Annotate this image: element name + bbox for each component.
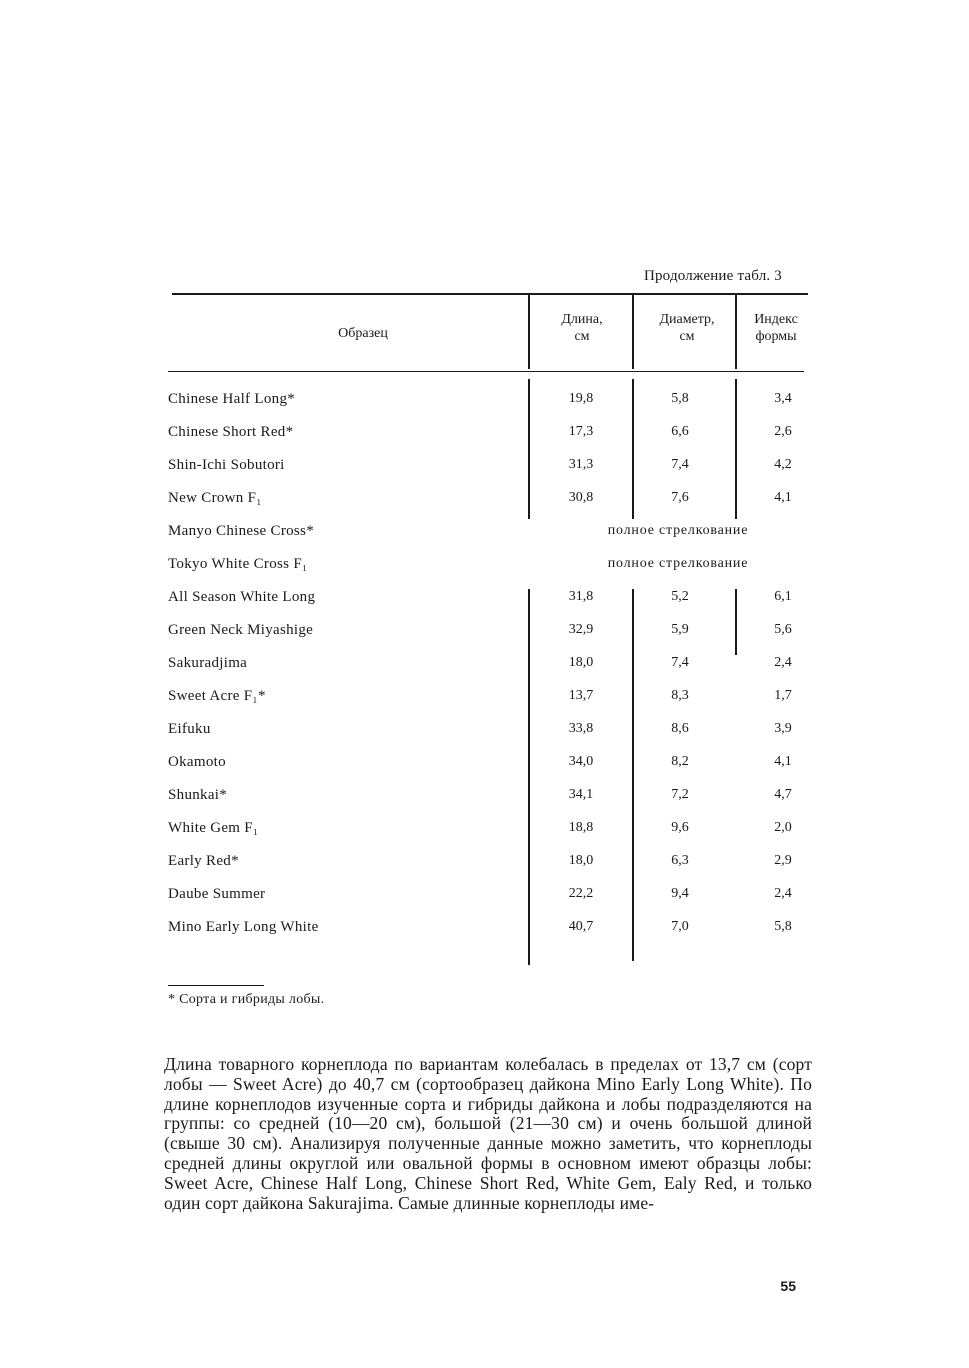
row-length: 19,8 (568, 391, 594, 406)
table-row (168, 919, 808, 952)
row-diameter: 8,6 (671, 721, 689, 736)
header-index-line1: Индекс (754, 312, 798, 327)
row-diameter: 7,6 (671, 490, 689, 505)
table-row (168, 490, 808, 523)
row-index: 4,2 (774, 457, 792, 472)
table-row (168, 391, 808, 424)
row-index: 2,9 (774, 853, 792, 868)
table-row (168, 787, 808, 820)
row-sample-name: Eifuku (168, 721, 211, 737)
row-diameter: 7,2 (671, 787, 689, 802)
header-length-line2: см (574, 329, 590, 344)
row-diameter: 5,2 (671, 589, 689, 604)
header-separator-1 (528, 295, 530, 369)
header-index (742, 311, 810, 345)
paragraph-text: Длина товарного корнеплода по вариантам колебалась в пределах от 13,7 см (сорт лобы — Sweet Acre) до 40,7 см (сортообразец дайкона Mino Early Long White). По длине корнеплодов изученные сорта и гибриды дайкона и лобы подразделяются на группы: со средней (10—20 см), большой (21—30 см) и очень большой длиной (свыше 30 см). Анализируя полученные данные можно заметить, что корнеплоды средней длины округлой или овальной формы в основном имеют образцы лобы: Sweet Acre, Chinese Half Long, Chinese Short Red, White Gem, Ealy Red, и только один сорт дайкона Sakurajima. Самые длинные корнеплоды име- (164, 1054, 812, 1213)
table-row (168, 754, 808, 787)
row-sample-name: White Gem F₁ (168, 820, 259, 836)
row-diameter: 6,6 (671, 424, 689, 439)
table-row (168, 820, 808, 853)
footnote-rule (168, 985, 264, 986)
row-sample-name: Green Neck Miyashige (168, 622, 314, 638)
table-row (168, 523, 808, 556)
header-separator-2 (632, 295, 634, 369)
row-diameter: 9,4 (671, 886, 689, 901)
header-diameter-line1: Диаметр, (659, 312, 715, 327)
row-sample-name: All Season White Long (168, 589, 316, 605)
row-index: 3,4 (774, 391, 792, 406)
row-length: 31,8 (568, 589, 594, 604)
table-row (168, 655, 808, 688)
row-length: 22,2 (568, 886, 594, 901)
header-length-line1: Длина, (561, 312, 603, 327)
row-note: полное стрелкование (548, 556, 808, 572)
row-sample-name: Sweet Acre F₁* (168, 688, 266, 704)
row-diameter: 8,3 (671, 688, 689, 703)
table-row (168, 886, 808, 919)
row-sample-name: Tokyo White Cross F₁ (168, 556, 308, 572)
row-length: 40,7 (568, 919, 594, 934)
table-header-rule (168, 371, 804, 372)
row-diameter: 7,4 (671, 655, 689, 670)
row-index: 1,7 (774, 688, 792, 703)
row-diameter: 6,3 (671, 853, 689, 868)
row-diameter: 5,8 (671, 391, 689, 406)
row-sample-name: Early Red* (168, 853, 239, 869)
row-diameter: 7,0 (671, 919, 689, 934)
row-index: 2,6 (774, 424, 792, 439)
row-sample-name: Chinese Half Long* (168, 391, 296, 407)
row-sample-name: Chinese Short Red* (168, 424, 294, 440)
row-length: 18,0 (568, 655, 594, 670)
table-row (168, 424, 808, 457)
header-diameter-line2: см (679, 329, 695, 344)
row-sample-name: Okamoto (168, 754, 226, 770)
row-length: 18,8 (568, 820, 594, 835)
row-length: 34,0 (568, 754, 594, 769)
page-number: 55 (780, 1278, 796, 1294)
row-sample-name: New Crown F₁ (168, 490, 262, 506)
row-length: 17,3 (568, 424, 594, 439)
row-diameter: 5,9 (671, 622, 689, 637)
row-index: 5,8 (774, 919, 792, 934)
row-index: 4,1 (774, 490, 792, 505)
table-row (168, 721, 808, 754)
row-length: 13,7 (568, 688, 594, 703)
row-sample-name: Shin-Ichi Sobutori (168, 457, 285, 473)
row-sample-name: Manyo Chinese Cross* (168, 523, 314, 539)
table-row (168, 589, 808, 622)
row-length: 18,0 (568, 853, 594, 868)
header-diameter (642, 311, 732, 345)
row-diameter: 9,6 (671, 820, 689, 835)
table-row (168, 556, 808, 589)
row-index: 6,1 (774, 589, 792, 604)
row-diameter: 8,2 (671, 754, 689, 769)
row-index: 3,9 (774, 721, 792, 736)
table-row (168, 457, 808, 490)
row-index: 5,6 (774, 622, 792, 637)
table-top-rule (172, 293, 808, 295)
row-sample-name: Mino Early Long White (168, 919, 319, 935)
row-index: 4,1 (774, 754, 792, 769)
row-index: 4,7 (774, 787, 792, 802)
row-length: 32,9 (568, 622, 594, 637)
body-paragraph (164, 1055, 812, 1213)
header-length (544, 311, 620, 345)
table-caption: Продолжение табл. 3 (643, 268, 782, 284)
row-sample-name: Sakuradjima (168, 655, 248, 671)
row-diameter: 7,4 (671, 457, 689, 472)
footnote: * Сорта и гибриды лобы. (168, 992, 325, 1007)
header-separator-3 (735, 295, 737, 369)
row-note: полное стрелкование (548, 523, 808, 539)
row-length: 30,8 (568, 490, 594, 505)
table-row (168, 853, 808, 886)
row-sample-name: Shunkai* (168, 787, 228, 803)
row-length: 34,1 (568, 787, 594, 802)
row-length: 31,3 (568, 457, 594, 472)
data-table (168, 293, 808, 965)
table-row (168, 622, 808, 655)
row-index: 2,4 (774, 655, 792, 670)
header-sample: Образец (338, 326, 388, 341)
table-row (168, 688, 808, 721)
header-index-line2: формы (755, 329, 797, 344)
row-index: 2,0 (774, 820, 792, 835)
row-index: 2,4 (774, 886, 792, 901)
row-sample-name: Daube Summer (168, 886, 266, 902)
row-length: 33,8 (568, 721, 594, 736)
